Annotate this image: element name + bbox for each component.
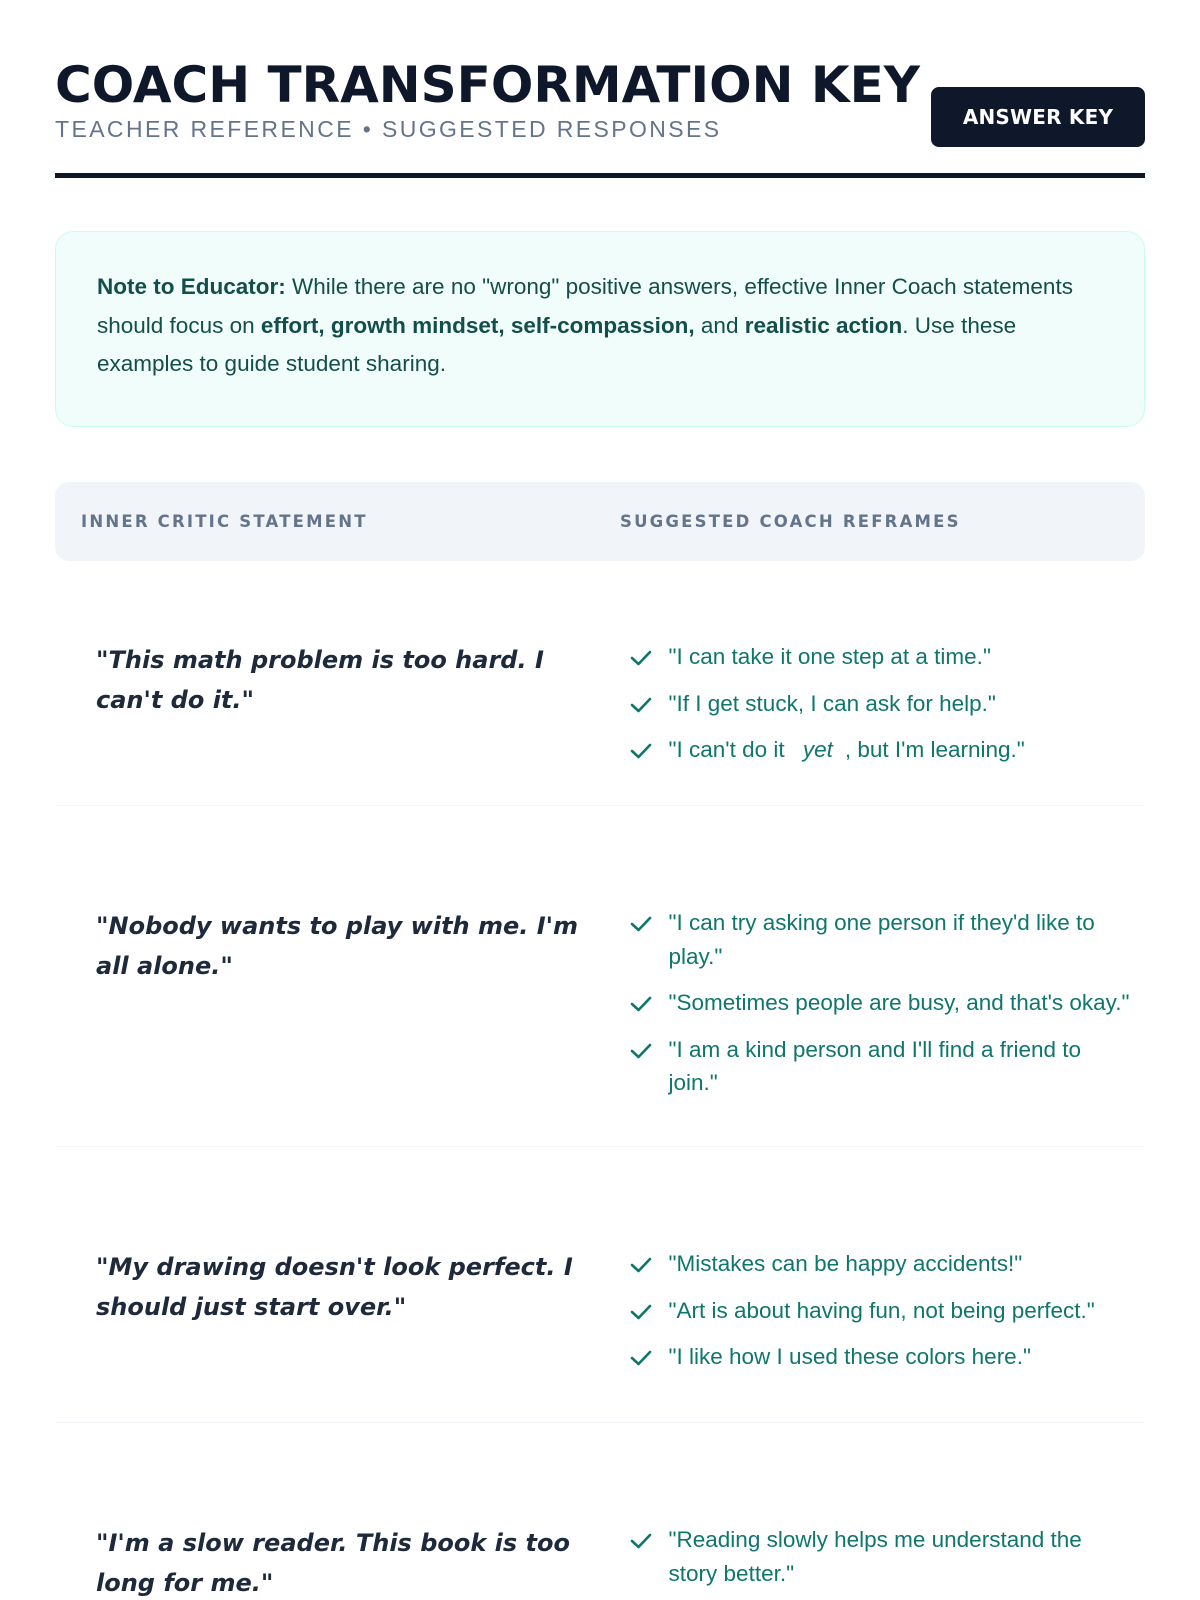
reframe-text: "I am a kind person and I'll find a friend to join."	[668, 1036, 1082, 1095]
page-title: COACH TRANSFORMATION KEY	[55, 56, 920, 114]
note-label: Note to Educator:	[97, 274, 286, 299]
list-item	[629, 687, 1145, 721]
reframe-text: "I can take it one step at a time."	[668, 644, 991, 669]
list-item	[629, 733, 1145, 767]
check-icon	[629, 1041, 657, 1061]
check-icon	[629, 1348, 657, 1368]
list-item	[629, 1247, 1145, 1281]
page-header	[55, 0, 1145, 178]
reframe-text: "If I get stuck, I can ask for help."	[668, 690, 996, 716]
reframe-text-before: "I can't do it	[668, 737, 791, 762]
reframe-text-after: , but I'm learning."	[844, 737, 1025, 762]
column-header-critic: INNER CRITIC STATEMENT	[81, 512, 368, 531]
table-row	[55, 1147, 1145, 1423]
answer-key-badge: ANSWER KEY	[931, 87, 1145, 147]
reframe-text: "Sometimes people are busy, and that's okay."	[668, 990, 1130, 1015]
list-item	[629, 986, 1145, 1020]
reframe-text: "Mistakes can be happy accidents!"	[668, 1251, 1023, 1276]
check-icon	[629, 914, 657, 934]
table-row	[55, 1423, 1145, 1600]
educator-note	[55, 231, 1145, 427]
note-text-3: . Use these examples to guide student sharing.	[97, 312, 1017, 376]
check-icon	[629, 741, 657, 761]
check-icon	[629, 695, 657, 715]
list-item	[629, 640, 1145, 674]
note-text-2: and	[694, 312, 745, 338]
reframe-text: "I like how I used these colors here."	[668, 1344, 1031, 1369]
check-icon	[629, 1255, 657, 1275]
column-header-reframes: SUGGESTED COACH REFRAMES	[620, 512, 961, 531]
table-row	[55, 806, 1145, 1147]
check-icon	[629, 994, 657, 1014]
critic-statement: "This math problem is too hard. I can't do it."	[96, 646, 544, 714]
check-icon	[629, 1302, 657, 1322]
note-emphasis-2: realistic action	[744, 312, 903, 338]
list-item	[629, 906, 1145, 973]
check-icon	[629, 648, 657, 668]
page-subtitle: TEACHER REFERENCE • SUGGESTED RESPONSES	[55, 116, 722, 142]
reframe-text: "Art is about having fun, not being perfect."	[668, 1297, 1095, 1323]
reframe-text: "Reading slowly helps me understand the story better."	[668, 1527, 1082, 1586]
reframe-list	[617, 1247, 1145, 1422]
reframe-emphasis: yet	[802, 737, 833, 762]
list-item	[629, 1033, 1145, 1100]
table-header	[55, 482, 1145, 561]
critic-statement: "My drawing doesn't look perfect. I should just start over."	[96, 1253, 573, 1321]
list-item	[629, 1340, 1145, 1374]
reframe-list	[617, 1523, 1145, 1600]
reframe-text: "I can try asking one person if they'd like to play."	[668, 910, 1095, 969]
list-item	[629, 1294, 1145, 1328]
table-row	[55, 561, 1145, 806]
list-item	[629, 1523, 1145, 1590]
critic-statement: "I'm a slow reader. This book is too long for me."	[96, 1529, 570, 1597]
reframe-list	[617, 640, 1145, 805]
reframe-list	[617, 906, 1145, 1146]
note-text-1: While there are no "wrong" positive answers, effective Inner Coach statements should focus on	[97, 274, 1073, 338]
critic-statement: "Nobody wants to play with me. I'm all alone."	[96, 912, 579, 980]
reframe-text	[669, 733, 1037, 767]
title-block	[55, 56, 920, 143]
check-icon	[629, 1531, 657, 1551]
note-emphasis-1: effort, growth mindset, self-compassion,	[260, 312, 695, 338]
